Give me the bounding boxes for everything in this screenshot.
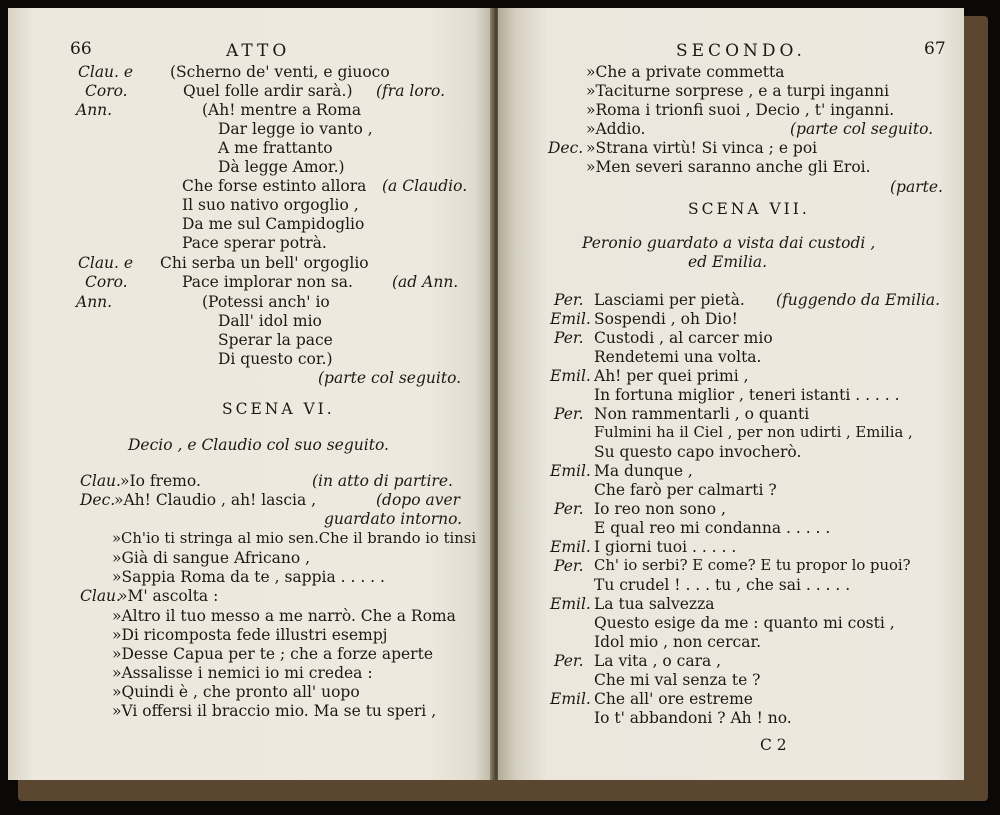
stage-direction: (a Claudio. — [382, 177, 468, 195]
stage-direction: (parte. — [890, 178, 943, 196]
scene-characters: ed Emilia. — [688, 253, 768, 271]
right-page — [498, 8, 964, 780]
speaker: Clau. e — [78, 254, 134, 272]
verse-line: E qual reo mi condanna . . . . . — [594, 519, 831, 537]
verse-line: Sospendi , oh Dio! — [594, 310, 738, 328]
speaker: Clau. e — [78, 63, 134, 81]
speaker: Emil. — [550, 367, 591, 385]
verse-line: »Già di sangue Africano , — [112, 549, 311, 567]
stage-direction: (parte col seguito. — [790, 120, 934, 138]
verse-line: (Potessi anch' io — [202, 293, 330, 311]
verse-line: Su questo capo invocherò. — [594, 443, 802, 461]
verse-line: La vita , o cara , — [594, 652, 722, 670]
verse-line: »Ch'io ti stringa al mio sen.Che il brando io tinsi — [112, 530, 477, 547]
verse-line: »Assalisse i nemici io mi credea : — [112, 664, 373, 682]
verse-line: Pace implorar non sa. — [182, 273, 353, 291]
scene-heading: SCENA VI. — [222, 400, 335, 418]
speaker: Per. — [554, 557, 584, 575]
verse-line: Ma dunque , — [594, 462, 693, 480]
speaker: Clau. — [80, 472, 121, 490]
speaker: Emil. — [550, 310, 591, 328]
speaker: Dec. — [548, 139, 584, 157]
verse-line: Io reo non sono , — [594, 500, 726, 518]
verse-line: In fortuna miglior , teneri istanti . . . . . — [594, 386, 900, 404]
verse-line: »Sappia Roma da te , sappia . . . . . — [112, 568, 385, 586]
verse-line: (Ah! mentre a Roma — [202, 101, 362, 119]
verse-line: Io t' abbandoni ? Ah ! no. — [594, 709, 792, 727]
speaker: Per. — [554, 500, 584, 518]
verse-line: Pace sperar potrà. — [182, 234, 327, 252]
verse-line: (Scherno de' venti, e giuoco — [170, 63, 390, 81]
verse-line: I giorni tuoi . . . . . — [594, 538, 737, 556]
stage-direction: guardato intorno. — [324, 510, 463, 528]
page-number: 66 — [70, 39, 92, 59]
verse-line: Sperar la pace — [218, 331, 333, 349]
verse-line: »Quindi è , che pronto all' uopo — [112, 683, 360, 701]
verse-line: »Taciturne sorprese , e a turpi inganni — [586, 82, 890, 100]
verse-line: Dà legge Amor.) — [218, 158, 345, 176]
verse-line: La tua salvezza — [594, 595, 715, 613]
verse-line: »Di ricomposta fede illustri esempj — [112, 626, 388, 644]
speaker: Coro. — [85, 273, 128, 291]
verse-line: »Roma i trionfi suoi , Decio , t' inganni. — [586, 101, 895, 119]
verse-line: Chi serba un bell' orgoglio — [160, 254, 369, 272]
verse-line: Ch' io serbi? E come? E tu propor lo puoi? — [594, 557, 911, 574]
speaker: Dec. — [80, 491, 116, 509]
speaker: Emil. — [550, 538, 591, 556]
verse-line: »Io fremo. — [120, 472, 201, 490]
verse-line: Il suo nativo orgoglio , — [182, 196, 359, 214]
verse-line: Dar legge io vanto , — [218, 120, 373, 138]
verse-line: Dall' idol mio — [218, 312, 322, 330]
stage-direction: (in atto di partire. — [312, 472, 453, 490]
verse-line: Lasciami per pietà. — [594, 291, 745, 309]
stage-direction: (parte col seguito. — [318, 369, 462, 387]
verse-line: Rendetemi una volta. — [594, 348, 762, 366]
left-page — [8, 8, 494, 780]
verse-line: »Altro il tuo messo a me narrò. Che a Roma — [112, 607, 456, 625]
speaker: Per. — [554, 291, 584, 309]
speaker: Per. — [554, 652, 584, 670]
speaker: Emil. — [550, 690, 591, 708]
stage-direction: (dopo aver — [376, 491, 461, 509]
speaker: Ann. — [76, 101, 113, 119]
scene-characters: Peronio guardato a vista dai custodi , — [582, 234, 876, 252]
scene-heading: SCENA VII. — [688, 200, 810, 218]
running-head: SECONDO. — [676, 41, 806, 61]
verse-line: Che farò per calmarti ? — [594, 481, 777, 499]
verse-line: Ah! per quei primi , — [594, 367, 749, 385]
speaker: Clau. — [80, 587, 121, 605]
scene-characters: Decio , e Claudio col suo seguito. — [128, 436, 389, 454]
verse-line: »M' ascolta : — [118, 587, 219, 605]
verse-line: »Men severi saranno anche gli Eroi. — [586, 158, 871, 176]
verse-line: Che forse estinto allora — [182, 177, 367, 195]
verse-line: Fulmini ha il Ciel , per non udirti , Emilia , — [594, 424, 913, 441]
verse-line: Idol mio , non cercar. — [594, 633, 762, 651]
verse-line: Che all' ore estreme — [594, 690, 753, 708]
speaker: Per. — [554, 405, 584, 423]
speaker: Coro. — [85, 82, 128, 100]
page-number: 67 — [924, 39, 946, 59]
verse-line: »Vi offersi il braccio mio. Ma se tu speri , — [112, 702, 437, 720]
speaker: Emil. — [550, 595, 591, 613]
verse-line: Tu crudel ! . . . tu , che sai . . . . . — [594, 576, 851, 594]
verse-line: Quel folle ardir sarà.) — [183, 82, 353, 100]
stage-direction: (fra loro. — [376, 82, 446, 100]
verse-line: Da me sul Campidoglio — [182, 215, 365, 233]
verse-line: Non rammentarli , o quanti — [594, 405, 810, 423]
verse-line: »Che a private commetta — [586, 63, 785, 81]
verse-line: Di questo cor.) — [218, 350, 333, 368]
signature-mark: C 2 — [760, 736, 787, 754]
speaker: Ann. — [76, 293, 113, 311]
verse-line: »Desse Capua per te ; che a forze aperte — [112, 645, 433, 663]
verse-line: »Ah! Claudio , ah! lascia , — [114, 491, 317, 509]
speaker: Emil. — [550, 462, 591, 480]
verse-line: Che mi val senza te ? — [594, 671, 761, 689]
running-head: ATTO — [226, 41, 291, 61]
verse-line: »Addio. — [586, 120, 646, 138]
stage-direction: (fuggendo da Emilia. — [776, 291, 941, 309]
speaker: Per. — [554, 329, 584, 347]
verse-line: A me frattanto — [218, 139, 333, 157]
stage-direction: (ad Ann. — [392, 273, 459, 291]
verse-line: Questo esige da me : quanto mi costi , — [594, 614, 895, 632]
verse-line: »Strana virtù! Si vinca ; e poi — [586, 139, 818, 157]
verse-line: Custodi , al carcer mio — [594, 329, 773, 347]
